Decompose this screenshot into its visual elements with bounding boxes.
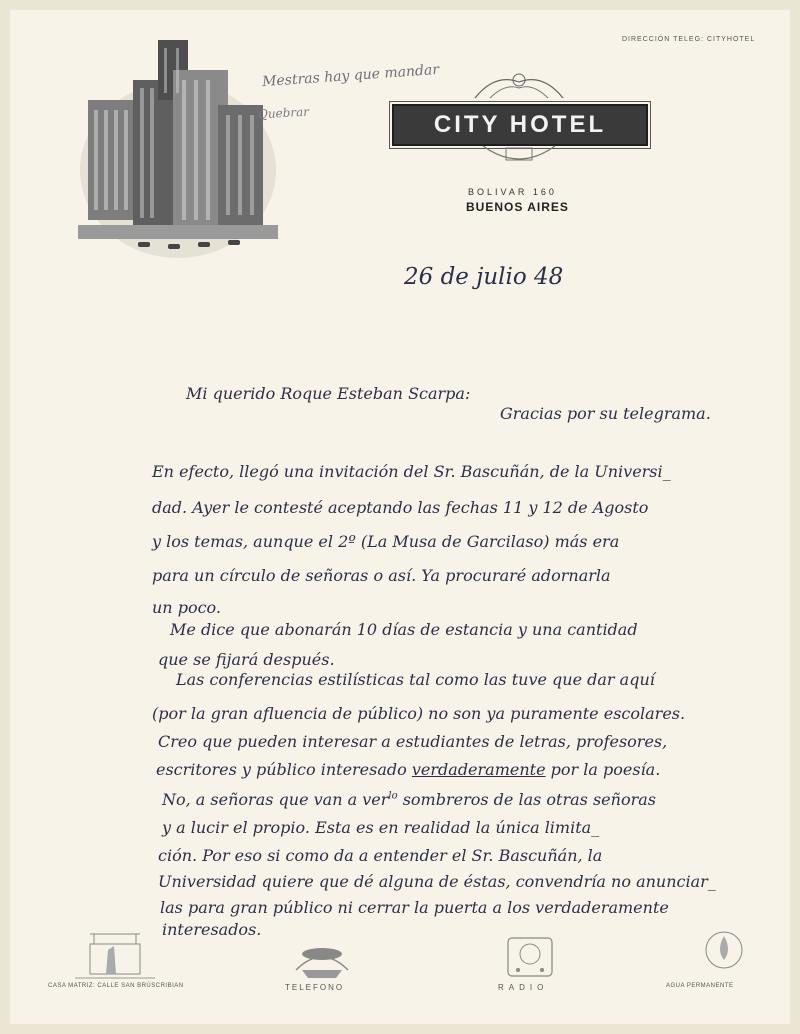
letter-text: sombreros de las otras señoras [402,790,656,809]
letter-line: Me dice que abonarán 10 días de estancia y una cantidad [170,620,638,639]
footer-telefono-label: TELEFONO [285,983,345,992]
salutation: Mi querido Roque Esteban Scarpa: [186,384,471,403]
letter-line: un poco. [152,598,221,617]
hotel-name-plate [392,104,648,146]
letter-line: Creo que pueden interesar a estudiantes de letras, profesores, [158,732,668,751]
radio-vignette-icon [498,932,562,982]
letter-line: interesados. [162,920,262,939]
letter-line [156,760,660,779]
hotel-name: CITY HOTEL [433,111,607,138]
letter-line: y los temas, aunque el 2º (La Musa de Garcilaso) más era [152,532,620,551]
letter-line: dad. Ayer le contesté aceptando las fechas 11 y 12 de Agosto [152,498,649,517]
letter-line: (por la gran afluencia de público) no son ya puramente escolares. [152,704,686,723]
letter-date: 26 de julio 48 [404,264,564,290]
letter-line: ción. Por eso si como da a entender el Sr. Bascuñán, la [158,846,603,865]
seaside-vignette-icon [70,926,160,982]
letter-line [162,790,656,809]
pencil-note-1: Mestras hay que mandar [261,61,440,91]
water-vignette-icon [696,924,752,980]
letter-text: por la poesía. [550,760,661,779]
letter-text: escritores y público interesado [156,760,407,779]
hotel-address: BOLIVAR 160 [468,187,557,197]
letter-line: y a lucir el propio. Esta es en realidad la única limita_ [162,818,600,837]
letter-line: Universidad quiere que dé alguna de éstas, convendría no anunciar_ [158,872,716,891]
footer-left-label: CASA MATRIZ: CALLE SAN BRÚSCRIBIAN [48,983,184,989]
footer-right-label: AGUA PERMANENTE [666,983,734,989]
letter-line: Las conferencias estilísticas tal como las tuve que dar aquí [176,670,655,689]
footer-radio-label: RADIO [498,983,549,992]
cable-address: DIRECCIÓN TELEG: CITYHOTEL [622,36,756,43]
letter-text: No, a señoras que van a ver [162,790,389,809]
hotel-building-illustration [78,30,278,260]
letter-line: para un círculo de señoras o así. Ya procuraré adornarla [152,566,611,585]
inserted-word: lo [388,790,398,802]
telephone-vignette-icon [282,940,362,982]
letter-line: En efecto, llegó una invitación del Sr. Bascuñán, de la Universi_ [152,462,671,481]
letter-line: que se fijará después. [158,650,335,669]
laurel-ornament-icon [478,142,560,172]
letter-line: Gracias por su telegrama. [500,404,711,423]
pencil-note-2: Quebrar [257,104,310,122]
underlined-word: verdaderamente [411,760,546,779]
crest-ornament-icon [470,68,568,102]
letter-line: las para gran público ni cerrar la puerta a los verdaderamente [160,898,669,917]
hotel-city: BUENOS AIRES [466,200,569,214]
